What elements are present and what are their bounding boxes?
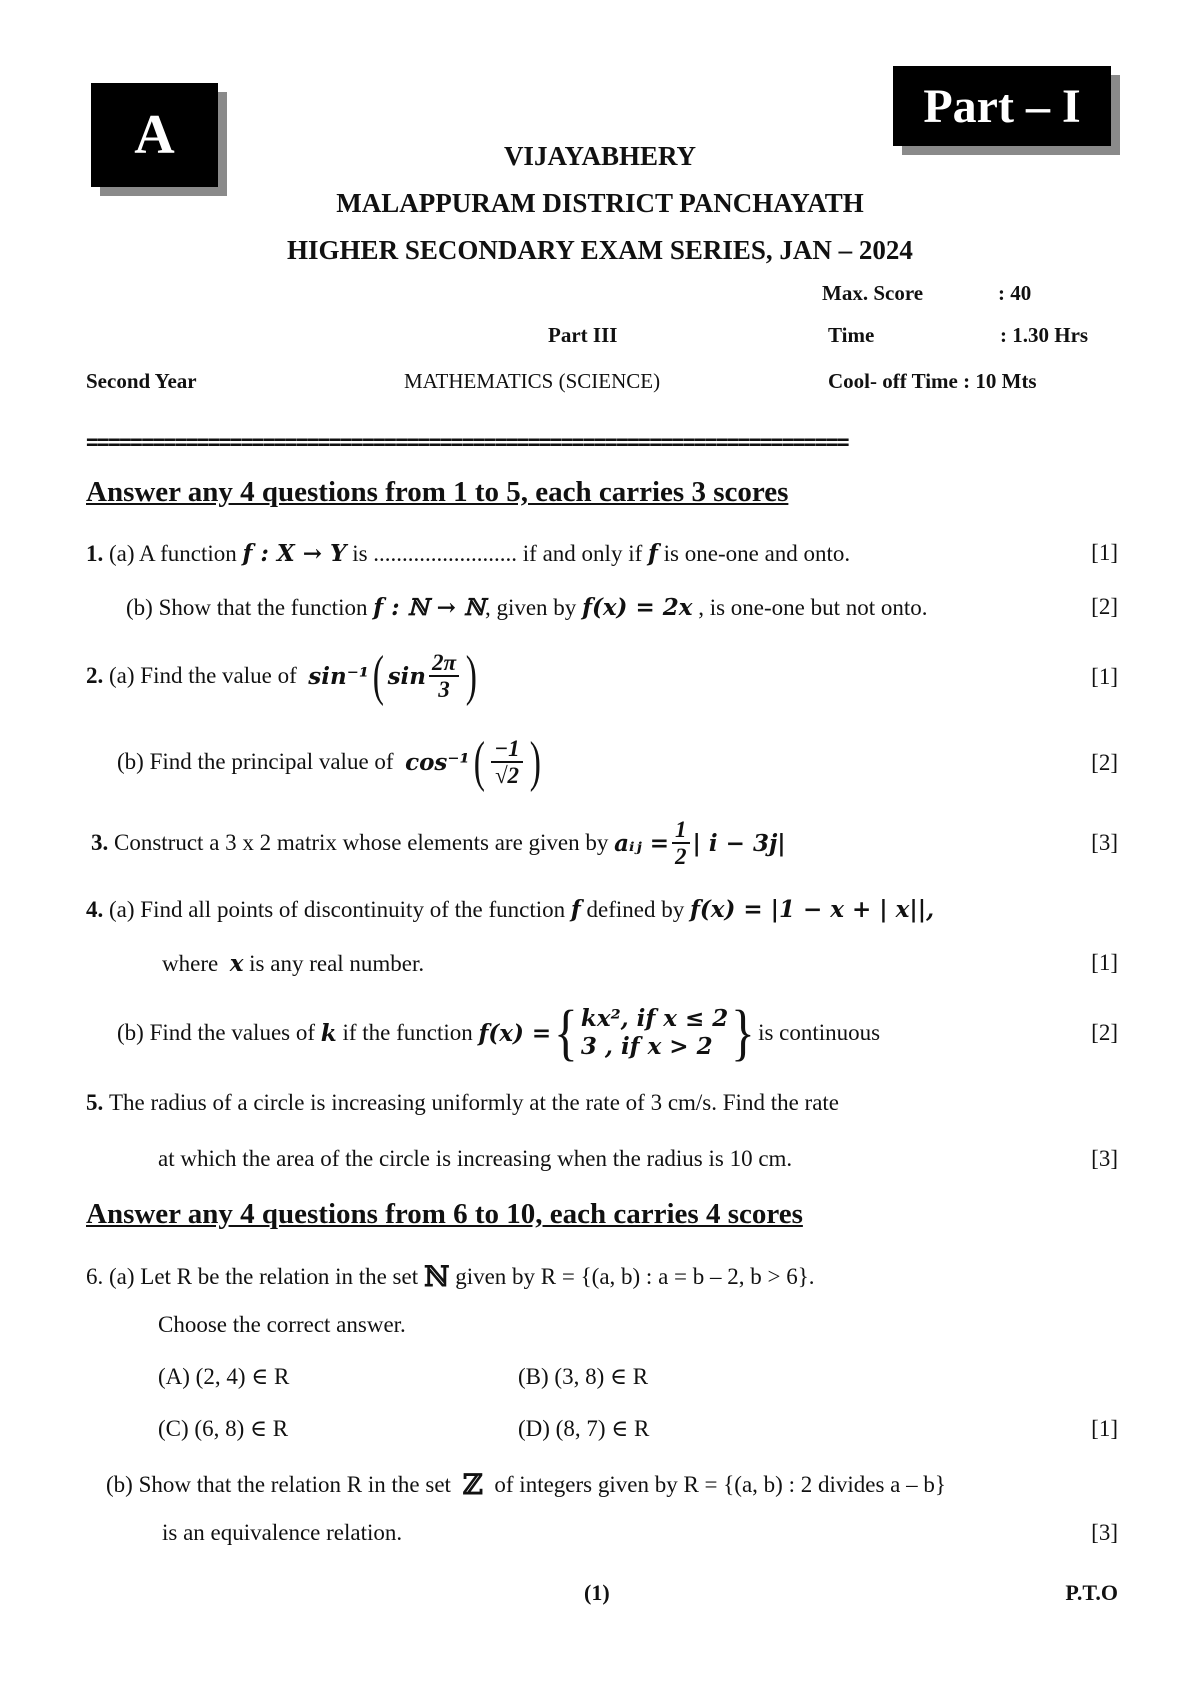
q5-line1: The radius of a circle is increasing uniformly at the rate of 3 cm/s. Find the rate — [109, 1090, 840, 1115]
q4a-math: f(x) = |1 − x + | x||, — [689, 896, 935, 923]
question-2b — [117, 724, 544, 800]
q3-text: Construct a 3 x 2 matrix whose elements are given by — [114, 830, 609, 855]
q6-number: 6. — [86, 1263, 104, 1289]
q4a-x: x — [229, 950, 244, 977]
question-6b — [106, 1468, 946, 1501]
q4a-line2-prefix: where — [162, 950, 219, 976]
q3-score: [3] — [1091, 830, 1118, 855]
q4b-mid: if the function — [342, 1020, 473, 1045]
q2b-prefix: (b) Find the principal value of — [117, 749, 394, 774]
question-5 — [86, 1090, 839, 1116]
q2b-right-paren: ) — [529, 731, 541, 793]
q4a-score: [1] — [1091, 950, 1118, 975]
q2b-left-paren: ( — [473, 731, 485, 793]
q6b-prefix: (b) Show that the relation R in the set — [106, 1471, 451, 1497]
q5-line2: at which the area of the circle is increasing when the radius is 10 cm. — [158, 1146, 793, 1171]
q4a-mid: defined by — [586, 896, 685, 922]
q1b-prefix: (b) Show that the function — [126, 594, 368, 620]
q1a-prefix: (a) A function — [109, 540, 237, 566]
part-label-badge: Part – I — [893, 66, 1111, 146]
q3-lhs: aᵢⱼ = — [614, 829, 670, 857]
cooloff-time: Cool- off Time : 10 Mts — [828, 369, 1037, 393]
q6a-option-b-text: (B) (3, 8) ∈ R — [518, 1364, 649, 1389]
question-1b — [126, 594, 928, 621]
section-2-heading: Answer any 4 questions from 6 to 10, each carries 4 scores — [86, 1198, 803, 1230]
q4b-k: k — [320, 1019, 337, 1047]
q4b-score: [2] — [1091, 1020, 1118, 1045]
question-4b — [117, 994, 880, 1072]
question-5-line2 — [158, 1146, 792, 1172]
question-6b-line2 — [162, 1520, 402, 1546]
question-2a — [86, 640, 481, 712]
q1a-mid: is ......................... if and only if — [352, 540, 643, 566]
q1b-math: f : ℕ → ℕ — [373, 594, 485, 621]
q2b-denominator: √2 — [494, 763, 520, 788]
question-6a — [86, 1260, 815, 1293]
q2a-inner-function: sin — [387, 662, 426, 690]
part-info: Part III — [548, 323, 618, 347]
q4b-prefix: (b) Find the values of — [117, 1020, 316, 1045]
q1b-score: [2] — [1091, 594, 1118, 619]
q2b-fraction — [491, 736, 522, 789]
question-3 — [91, 810, 786, 876]
subject-label: MATHEMATICS (SCIENCE) — [404, 369, 661, 393]
q1b-math2: f(x) = 2x — [582, 594, 693, 621]
q4b-post: is continuous — [758, 1020, 881, 1045]
q4a-f: f — [570, 896, 581, 923]
time-label: Time — [828, 323, 875, 347]
divider-rule: ===================================================================== — [86, 430, 848, 448]
q5-score: [3] — [1091, 1146, 1118, 1171]
question-1a — [86, 540, 850, 567]
q5-number: 5. — [86, 1090, 104, 1115]
q2a-function: sin⁻¹ — [308, 662, 369, 690]
q4b-lhs: f(x) = — [478, 1019, 552, 1047]
set-label-badge: A — [91, 83, 218, 187]
q6a-option-c-text: (C) (6, 8) ∈ R — [158, 1416, 289, 1441]
page-number: (1) — [584, 1580, 610, 1605]
q6a-option-a — [158, 1364, 289, 1390]
q6a-score: [1] — [1091, 1416, 1118, 1441]
q2-number: 2. — [86, 663, 104, 688]
q3-denominator: 2 — [675, 844, 687, 869]
q4b-case2: 3 , if x > 2 — [580, 1033, 713, 1060]
question-4a-line2 — [162, 950, 424, 977]
q6a-line2: Choose the correct answer. — [158, 1312, 406, 1337]
q4a-prefix: (a) Find all points of discontinuity of the function — [109, 896, 566, 922]
q3-numerator: 1 — [672, 817, 690, 844]
q6a-set: ℕ — [423, 1260, 450, 1293]
max-score-value: : 40 — [998, 281, 1032, 305]
q6a-option-d-text: (D) (8, 7) ∈ R — [518, 1416, 650, 1441]
q2a-score: [1] — [1091, 664, 1118, 689]
q4b-left-brace: { — [554, 999, 578, 1067]
q2a-numerator: 2π — [429, 650, 459, 677]
q4b-right-brace: } — [731, 999, 756, 1067]
q4a-line2-post: is any real number. — [249, 950, 425, 976]
q4b-cases — [581, 1005, 728, 1060]
q2a-fraction — [429, 650, 459, 703]
q4b-case1: kx², if x ≤ 2 — [580, 1005, 729, 1033]
q6b-post: of integers given by R = {(a, b) : 2 divides a – b} — [494, 1471, 946, 1497]
q1-number: 1. — [86, 540, 104, 566]
q2a-right-paren: ) — [465, 645, 477, 707]
question-4a — [86, 896, 934, 923]
exam-series-title: HIGHER SECONDARY EXAM SERIES, JAN – 2024 — [287, 235, 913, 265]
q3-rhs: | i − 3j| — [692, 829, 786, 857]
q6a-option-c — [158, 1416, 288, 1442]
q3-number: 3. — [91, 830, 109, 855]
q1b-mid: , given by — [484, 594, 577, 620]
q6a-option-d — [518, 1416, 649, 1442]
question-6a-line2 — [158, 1312, 406, 1338]
q2b-numerator: −1 — [491, 736, 522, 763]
q2b-score: [2] — [1091, 750, 1118, 775]
q2a-prefix: (a) Find the value of — [109, 663, 297, 688]
q4-number: 4. — [86, 896, 104, 922]
issuer-title: MALAPPURAM DISTRICT PANCHAYATH — [336, 188, 864, 218]
exam-title: VIJAYABHERY — [503, 141, 697, 171]
q2a-left-paren: ( — [372, 645, 384, 707]
q1a-math: f : X → Y — [242, 540, 347, 567]
q6a-post: given by R = {(a, b) : a = b – 2, b > 6}. — [455, 1263, 815, 1289]
q1b-post: , is one-one but not onto. — [698, 594, 928, 620]
q6a-prefix: (a) Let R be the relation in the set — [109, 1263, 419, 1289]
time-value: : 1.30 Hrs — [1000, 323, 1089, 347]
q1a-post: is one-one and onto. — [663, 540, 851, 566]
q6b-set: ℤ — [462, 1468, 483, 1501]
year-label: Second Year — [86, 369, 197, 393]
section-1-heading: Answer any 4 questions from 1 to 5, each carries 3 scores — [86, 476, 789, 508]
q6b-line2: is an equivalence relation. — [162, 1520, 403, 1545]
max-score-label: Max. Score — [822, 281, 924, 305]
q2b-function: cos⁻¹ — [405, 748, 470, 776]
pto-label: P.T.O — [1065, 1580, 1118, 1605]
q6a-option-a-text: (A) (2, 4) ∈ R — [158, 1364, 290, 1389]
q2a-denominator: 3 — [438, 677, 450, 702]
q6a-option-b — [518, 1364, 648, 1390]
q3-fraction — [672, 817, 690, 870]
q6b-score: [3] — [1091, 1520, 1118, 1545]
q1a-f: f — [648, 540, 658, 567]
q1a-score: [1] — [1091, 540, 1118, 565]
